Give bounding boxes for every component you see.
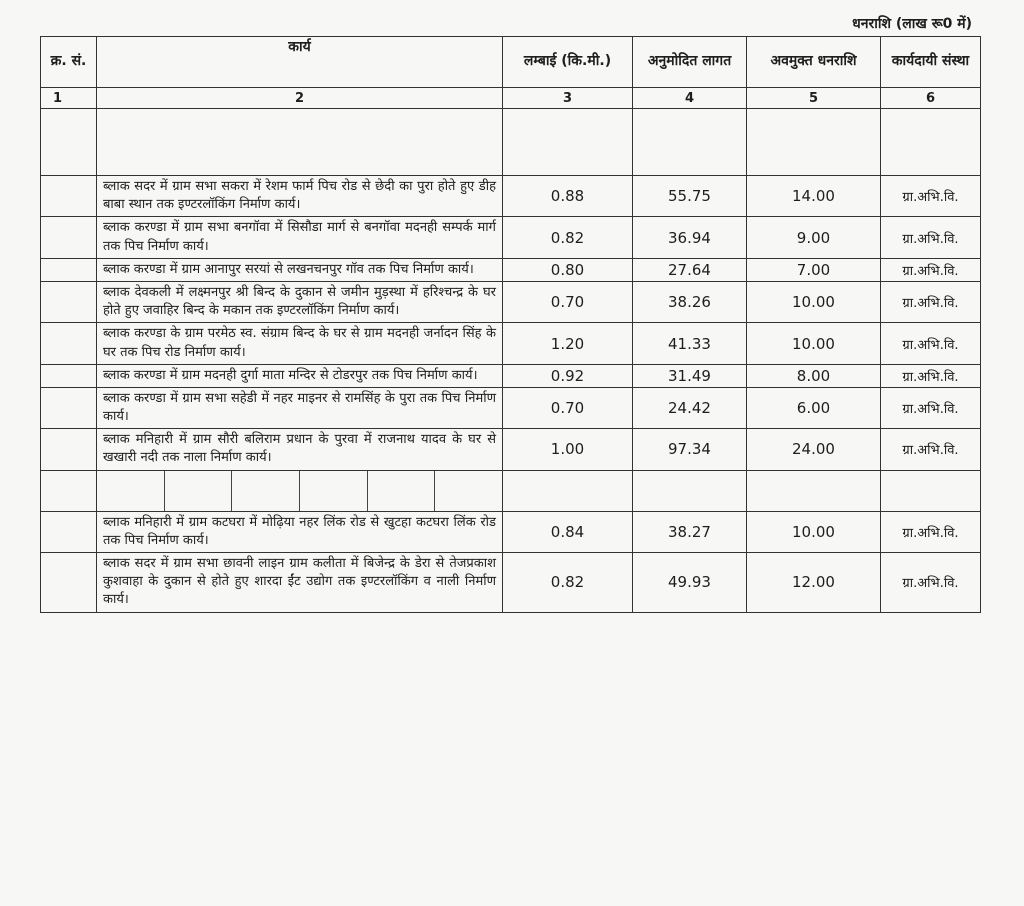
- released-amount-value: 14.00: [747, 176, 881, 217]
- length-value: 0.80: [503, 258, 633, 281]
- agency-value: ग्रा.अभि.वि.: [881, 553, 981, 613]
- length-value: 0.70: [503, 387, 633, 428]
- work-description: ब्लाक सदर में ग्राम सभा छावनी लाइन ग्राम कलीता में बिजेन्द्र के डेरा से तेजप्रकाश कुशवाहा के दुकान से होते हुए शारदा ईंट उद्योग तक इण्टरलॉकिंग व नाली निर्माण कार्य।: [97, 553, 503, 613]
- approved-cost-value: 24.42: [633, 387, 747, 428]
- released-amount-value: 9.00: [747, 217, 881, 258]
- length-value: 1.00: [503, 429, 633, 470]
- released-amount-value: 12.00: [747, 553, 881, 613]
- work-description: ब्लाक मनिहारी में ग्राम सौरी बलिराम प्रधान के पुरवा में राजनाथ यादव के घर से खखारी नदी तक नाला निर्माण कार्य।: [97, 429, 503, 470]
- agency-value: ग्रा.अभि.वि.: [881, 323, 981, 364]
- header-approved-cost: अनुमोदित लागत: [633, 37, 747, 88]
- table-row: [41, 511, 981, 552]
- sno-cell: [41, 364, 97, 387]
- work-description: ब्लाक मनिहारी में ग्राम कटघरा में मोढ़िया नहर लिंक रोड से खुटहा कटघरा लिंक रोड तक पिच निर्माण कार्य।: [97, 511, 503, 552]
- released-amount-value: 24.00: [747, 429, 881, 470]
- approved-cost-value: 38.27: [633, 511, 747, 552]
- work-description: ब्लाक करण्डा के ग्राम परमेठ स्व. संग्राम बिन्द के घर से ग्राम मदनही जर्नादन सिंह के घर तक पिच रोड निर्माण कार्य।: [97, 323, 503, 364]
- agency-value: ग्रा.अभि.वि.: [881, 281, 981, 322]
- agency-value: ग्रा.अभि.वि.: [881, 258, 981, 281]
- table-row: [41, 387, 981, 428]
- work-description: ब्लाक करण्डा में ग्राम सभा बनगॉवा में सिसौडा मार्ग से बनगॉवा मदनही सम्पर्क मार्ग तक पिच निर्माण कार्य।: [97, 217, 503, 258]
- table-row: [41, 281, 981, 322]
- sno-cell: [41, 176, 97, 217]
- sno-cell: [41, 429, 97, 470]
- header-sno: क्र. सं.: [41, 37, 97, 88]
- approved-cost-value: 31.49: [633, 364, 747, 387]
- blank-subgrid: [97, 471, 502, 511]
- agency-value: ग्रा.अभि.वि.: [881, 511, 981, 552]
- approved-cost-value: 49.93: [633, 553, 747, 613]
- table-row: [41, 258, 981, 281]
- released-amount-value: 10.00: [747, 511, 881, 552]
- works-table: [40, 36, 981, 613]
- table-row: [41, 364, 981, 387]
- released-amount-value: 6.00: [747, 387, 881, 428]
- table-row: [41, 429, 981, 470]
- length-value: 1.20: [503, 323, 633, 364]
- sno-cell: [41, 553, 97, 613]
- length-value: 0.82: [503, 217, 633, 258]
- column-number: 3: [503, 88, 633, 109]
- length-value: 0.82: [503, 553, 633, 613]
- length-value: 0.70: [503, 281, 633, 322]
- table-row: [41, 176, 981, 217]
- unit-note: धनराशि (लाख रू0 में): [852, 16, 972, 32]
- length-value: 0.84: [503, 511, 633, 552]
- blank-row: [41, 109, 981, 176]
- work-description: ब्लाक देवकली में लक्ष्मनपुर श्री बिन्द के दुकान से जमीन मुड़स्था में हरिश्चन्द्र के घर होते हुए जवाहिर बिन्द के मकान तक इण्टरलॉकिंग निर्माण कार्य।: [97, 281, 503, 322]
- column-number: 5: [747, 88, 881, 109]
- approved-cost-value: 97.34: [633, 429, 747, 470]
- approved-cost-value: 27.64: [633, 258, 747, 281]
- column-number: 4: [633, 88, 747, 109]
- agency-value: ग्रा.अभि.वि.: [881, 364, 981, 387]
- agency-value: ग्रा.अभि.वि.: [881, 176, 981, 217]
- sno-cell: [41, 217, 97, 258]
- sno-cell: [41, 281, 97, 322]
- agency-value: ग्रा.अभि.वि.: [881, 217, 981, 258]
- work-description: ब्लाक करण्डा में ग्राम सभा सहेडी में नहर माइनर से रामसिंह के पुरा तक पिच निर्माण कार्य।: [97, 387, 503, 428]
- column-number: 2: [97, 88, 503, 109]
- work-description: ब्लाक सदर में ग्राम सभा सकरा में रेशम फार्म पिच रोड से छेदी का पुरा होते हुए डीह बाबा स्थान तक इण्टरलॉकिंग निर्माण कार्य।: [97, 176, 503, 217]
- agency-value: ग्रा.अभि.वि.: [881, 387, 981, 428]
- table-row: [41, 553, 981, 613]
- length-value: 0.92: [503, 364, 633, 387]
- header-length: लम्बाई (कि.मी.): [503, 37, 633, 88]
- sno-cell: [41, 323, 97, 364]
- blank-row: [41, 470, 981, 511]
- sno-cell: [41, 511, 97, 552]
- approved-cost-value: 41.33: [633, 323, 747, 364]
- approved-cost-value: 38.26: [633, 281, 747, 322]
- released-amount-value: 7.00: [747, 258, 881, 281]
- work-description: ब्लाक करण्डा में ग्राम आनापुर सरयां से लखनचनपुर गॉव तक पिच निर्माण कार्य।: [97, 258, 503, 281]
- column-number: 6: [881, 88, 981, 109]
- approved-cost-value: 36.94: [633, 217, 747, 258]
- column-number-row: [41, 88, 981, 109]
- agency-value: ग्रा.अभि.वि.: [881, 429, 981, 470]
- released-amount-value: 10.00: [747, 281, 881, 322]
- header-agency: कार्यदायी संस्था: [881, 37, 981, 88]
- header-work: कार्य: [97, 37, 503, 88]
- approved-cost-value: 55.75: [633, 176, 747, 217]
- header-released-amount: अवमुक्त धनराशि: [747, 37, 881, 88]
- table-row: [41, 323, 981, 364]
- column-number: 1: [41, 88, 97, 109]
- released-amount-value: 10.00: [747, 323, 881, 364]
- sno-cell: [41, 387, 97, 428]
- work-description: ब्लाक करण्डा में ग्राम मदनही दुर्गा माता मन्दिर से टोडरपुर तक पिच निर्माण कार्य।: [97, 364, 503, 387]
- table-row: [41, 217, 981, 258]
- header-row: [41, 37, 981, 88]
- length-value: 0.88: [503, 176, 633, 217]
- sno-cell: [41, 258, 97, 281]
- released-amount-value: 8.00: [747, 364, 881, 387]
